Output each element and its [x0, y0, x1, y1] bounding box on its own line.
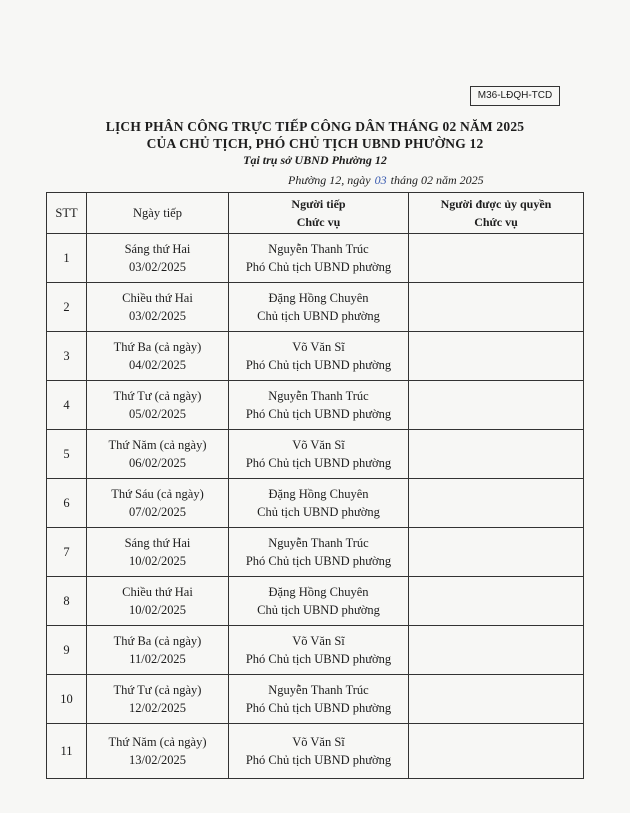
row-receiver-cell: [229, 283, 409, 332]
row-day: Thứ Ba (cả ngày): [113, 340, 202, 354]
row-stt: 2: [47, 283, 87, 332]
table-row: [47, 430, 584, 479]
table-row: [47, 283, 584, 332]
row-name: Nguyễn Thanh Trúc: [268, 389, 369, 403]
row-delegate: [409, 234, 584, 283]
row-date: 10/02/2025: [129, 603, 186, 617]
row-receiver-cell: [229, 675, 409, 724]
row-name: Võ Văn Sĩ: [292, 735, 345, 749]
row-stt: 3: [47, 332, 87, 381]
header-delegate-line2: Chức vụ: [474, 215, 518, 229]
row-position: Chủ tịch UBND phường: [257, 603, 380, 617]
row-receiver-cell: [229, 479, 409, 528]
row-delegate: [409, 626, 584, 675]
row-position: Phó Chủ tịch UBND phường: [245, 407, 392, 421]
table-row: [47, 528, 584, 577]
row-stt: 4: [47, 381, 87, 430]
date-suffix: tháng 02 năm 2025: [390, 173, 484, 187]
row-receiver-cell: [229, 332, 409, 381]
row-position: Chủ tịch UBND phường: [257, 309, 380, 323]
row-delegate: [409, 577, 584, 626]
row-day: Thứ Ba (cả ngày): [113, 634, 202, 648]
row-position: Phó Chủ tịch UBND phường: [245, 260, 392, 274]
row-date: 04/02/2025: [129, 358, 186, 372]
header-receiver-line2: Chức vụ: [296, 215, 341, 229]
row-receiver-cell: [229, 626, 409, 675]
row-date: 05/02/2025: [129, 407, 186, 421]
row-day: Sáng thứ Hai: [124, 242, 191, 256]
header-date: Ngày tiếp: [87, 193, 229, 234]
row-delegate: [409, 528, 584, 577]
subtitle: Tại trụ sở UBND Phường 12: [243, 153, 387, 167]
row-name: Võ Văn Sĩ: [292, 340, 345, 354]
row-date: 06/02/2025: [129, 456, 186, 470]
row-position: Phó Chủ tịch UBND phường: [245, 456, 392, 470]
date-day: 03: [374, 173, 387, 187]
row-stt: 11: [47, 724, 87, 779]
row-name: Đặng Hồng Chuyên: [268, 487, 369, 501]
row-day: Thứ Tư (cả ngày): [113, 389, 202, 403]
table-row: [47, 381, 584, 430]
row-receiver-cell: [229, 234, 409, 283]
header-delegate-line1: Người được ủy quyền: [440, 197, 552, 211]
row-delegate: [409, 332, 584, 381]
date-line: [288, 173, 484, 188]
row-name: Nguyễn Thanh Trúc: [268, 242, 369, 256]
row-date-cell: [87, 724, 229, 779]
row-stt: 6: [47, 479, 87, 528]
row-date-cell: [87, 479, 229, 528]
row-delegate: [409, 283, 584, 332]
row-position: Phó Chủ tịch UBND phường: [245, 652, 392, 666]
row-date-cell: [87, 234, 229, 283]
row-position: Phó Chủ tịch UBND phường: [245, 358, 392, 372]
row-name: Võ Văn Sĩ: [292, 634, 345, 648]
row-date-cell: [87, 528, 229, 577]
title-line-1: LỊCH PHÂN CÔNG TRỰC TIẾP CÔNG DÂN THÁNG 02 NĂM 2025: [105, 119, 525, 134]
table-row: [47, 234, 584, 283]
row-stt: 7: [47, 528, 87, 577]
row-position: Phó Chủ tịch UBND phường: [245, 554, 392, 568]
row-position: Phó Chủ tịch UBND phường: [245, 753, 392, 767]
row-stt: 5: [47, 430, 87, 479]
table-row: [47, 724, 584, 779]
row-name: Nguyễn Thanh Trúc: [268, 683, 369, 697]
row-name: Đặng Hồng Chuyên: [268, 291, 369, 305]
table-row: [47, 332, 584, 381]
row-date: 10/02/2025: [129, 554, 186, 568]
row-delegate: [409, 430, 584, 479]
table-row: [47, 675, 584, 724]
row-stt: 1: [47, 234, 87, 283]
row-receiver-cell: [229, 724, 409, 779]
row-date: 13/02/2025: [129, 753, 186, 767]
row-date: 03/02/2025: [129, 260, 186, 274]
header-receiver: [229, 193, 409, 234]
title-line-2: CỦA CHỦ TỊCH, PHÓ CHỦ TỊCH UBND PHƯỜNG 12: [146, 136, 484, 151]
row-receiver-cell: [229, 430, 409, 479]
row-date: 11/02/2025: [129, 652, 186, 666]
row-name: Đặng Hồng Chuyên: [268, 585, 369, 599]
row-position: Chủ tịch UBND phường: [257, 505, 380, 519]
row-day: Thứ Năm (cả ngày): [108, 438, 207, 452]
row-date-cell: [87, 381, 229, 430]
row-receiver-cell: [229, 528, 409, 577]
table-header-row: [47, 193, 584, 234]
schedule-table: [46, 192, 584, 779]
row-date-cell: [87, 675, 229, 724]
table-row: [47, 479, 584, 528]
row-receiver-cell: [229, 577, 409, 626]
row-date-cell: [87, 430, 229, 479]
row-day: Thứ Năm (cả ngày): [108, 735, 207, 749]
table-row: [47, 577, 584, 626]
row-delegate: [409, 381, 584, 430]
row-stt: 9: [47, 626, 87, 675]
row-date: 07/02/2025: [129, 505, 186, 519]
row-day: Chiều thứ Hai: [122, 291, 193, 305]
header-receiver-line1: Người tiếp: [291, 197, 346, 211]
row-date: 12/02/2025: [129, 701, 186, 715]
date-prefix: Phường 12, ngày: [288, 173, 371, 187]
row-date-cell: [87, 626, 229, 675]
row-date: 03/02/2025: [129, 309, 186, 323]
header-stt: STT: [47, 193, 87, 234]
row-stt: 8: [47, 577, 87, 626]
table-row: [47, 626, 584, 675]
row-name: Võ Văn Sĩ: [292, 438, 345, 452]
row-delegate: [409, 479, 584, 528]
row-day: Thứ Sáu (cả ngày): [111, 487, 204, 501]
row-date-cell: [87, 283, 229, 332]
document-code: M36-LĐQH-TCD: [470, 86, 560, 106]
row-date-cell: [87, 577, 229, 626]
row-stt: 10: [47, 675, 87, 724]
row-position: Phó Chủ tịch UBND phường: [245, 701, 392, 715]
row-delegate: [409, 675, 584, 724]
row-name: Nguyễn Thanh Trúc: [268, 536, 369, 550]
row-day: Chiều thứ Hai: [122, 585, 193, 599]
header-delegate: [409, 193, 584, 234]
row-delegate: [409, 724, 584, 779]
row-day: Thứ Tư (cả ngày): [113, 683, 202, 697]
row-receiver-cell: [229, 381, 409, 430]
row-day: Sáng thứ Hai: [124, 536, 191, 550]
row-date-cell: [87, 332, 229, 381]
